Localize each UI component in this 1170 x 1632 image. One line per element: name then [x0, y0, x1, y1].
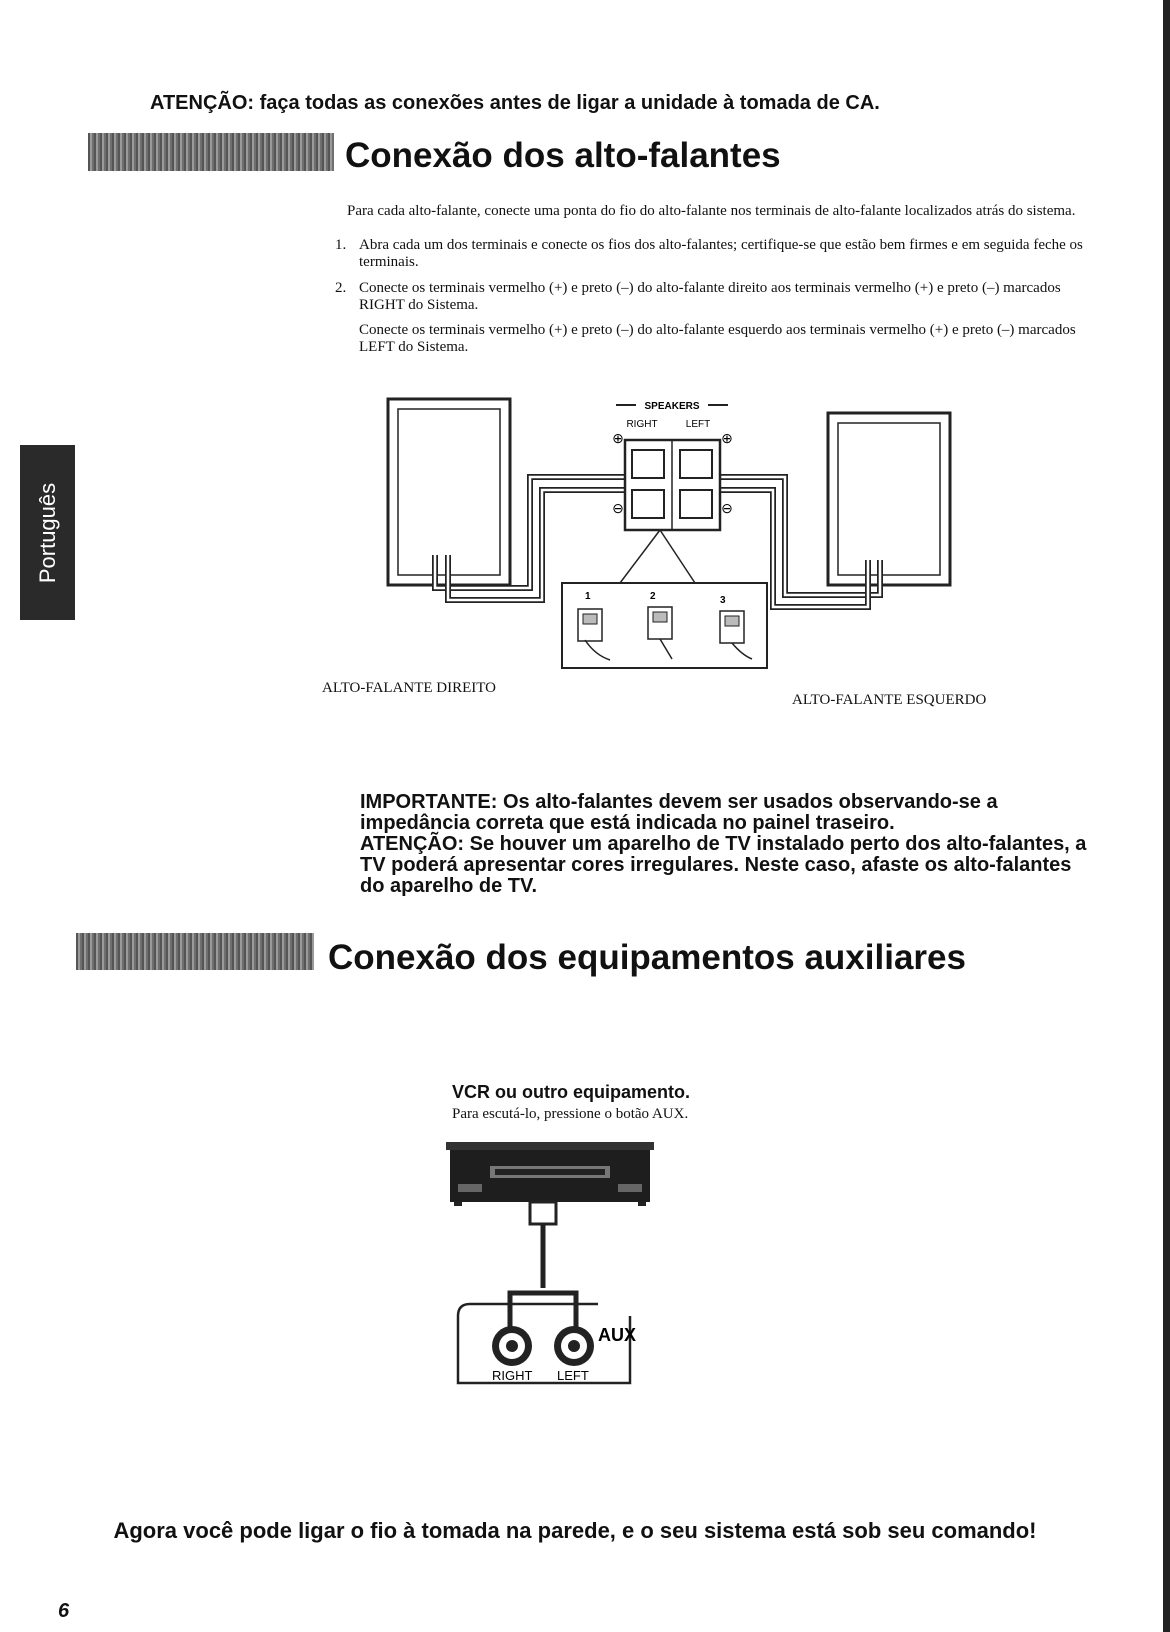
- section-title-auxiliary: Conexão dos equipamentos auxiliares: [328, 938, 966, 977]
- terminal-left-label: LEFT: [685, 419, 711, 430]
- vcr-instruction: Para escutá-lo, pressione o botão AUX.: [452, 1106, 689, 1122]
- page-number: 6: [58, 1600, 70, 1622]
- aux-label: AUX: [598, 1325, 637, 1345]
- inset-step-3: 3: [720, 595, 726, 606]
- inset-step-2: 2: [650, 591, 656, 602]
- step-2-text: Conecte os terminais vermelho (+) e preto (–) do alto-falante direito aos terminais vermelho (+) e preto (–) marcados RIGHT do Sistema.: [359, 280, 1061, 313]
- aux-right-label: RIGHT: [492, 1368, 533, 1383]
- attention-text: Se houver um aparelho de TV instalado perto dos alto-falantes, a TV poderá apresentar cores irregulares. Neste caso, afaste os alto-falantes do aparelho de TV.: [360, 833, 1087, 897]
- scan-edge: [1163, 0, 1170, 1632]
- plus-symbol-left: ⊕: [721, 430, 733, 446]
- aux-connection-diagram: [440, 1138, 660, 1398]
- minus-symbol-left: ⊖: [721, 500, 733, 516]
- speakers-label: SPEAKERS: [644, 401, 700, 412]
- important-notice: [360, 792, 1100, 897]
- step-2-number: 2.: [335, 280, 347, 296]
- step-2b-text: Conecte os terminais vermelho (+) e preto (–) do alto-falante esquerdo aos terminais vermelho (+) e preto (–) marcados LEFT do Sistema.: [359, 322, 1076, 355]
- aux-left-label: LEFT: [557, 1368, 589, 1383]
- language-tab-label: Português: [34, 482, 60, 583]
- inset-step-1: 1: [585, 591, 591, 602]
- left-speaker-box: [828, 413, 950, 585]
- plus-symbol-right: ⊕: [612, 430, 624, 446]
- caption-left-speaker: ALTO-FALANTE ESQUERDO: [792, 692, 987, 708]
- step-1-text: Abra cada um dos terminais e conecte os fios dos alto-falantes; certifique-se que estão bem firmes e em seguida feche os terminais.: [359, 237, 1083, 270]
- minus-symbol-right: ⊖: [612, 500, 624, 516]
- speakers-intro: Para cada alto-falante, conecte uma ponta do fio do alto-falante nos terminais de alto-falante localizados atrás do sistema.: [347, 203, 1076, 219]
- terminal-right-label: RIGHT: [626, 419, 658, 430]
- important-text: Os alto-falantes devem ser usados observando-se a impedância correta que está indicada no painel traseiro.: [360, 791, 998, 834]
- final-message: Agora você pode ligar o fio à tomada na parede, e o seu sistema está sob seu comando!: [113, 1518, 1037, 1543]
- caption-right-speaker: ALTO-FALANTE DIREITO: [322, 680, 497, 696]
- step-1-number: 1.: [335, 237, 347, 253]
- attention-lead: ATENÇÃO:: [360, 833, 465, 855]
- speaker-connection-diagram: [380, 395, 1000, 685]
- important-lead: IMPORTANTE:: [360, 791, 498, 813]
- language-tab: [20, 445, 75, 620]
- section-title-speakers: Conexão dos alto-falantes: [345, 136, 781, 175]
- section-bar-auxiliary: [76, 933, 314, 970]
- section-bar-speakers: [88, 133, 334, 171]
- top-warning: ATENÇÃO: faça todas as conexões antes de ligar a unidade à tomada de CA.: [150, 92, 880, 114]
- vcr-label: VCR ou outro equipamento.: [452, 1082, 690, 1102]
